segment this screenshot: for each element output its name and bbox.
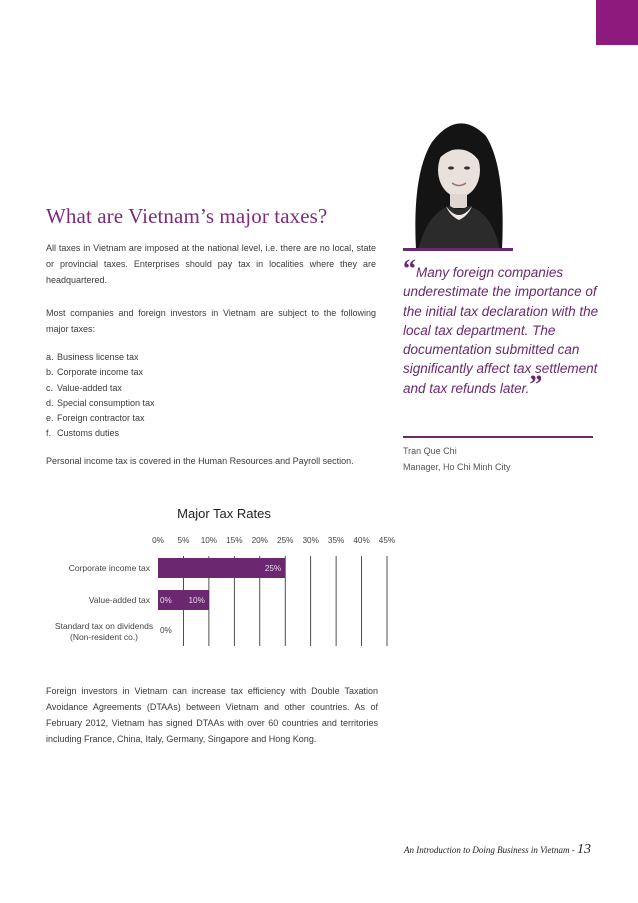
page-title: What are Vietnam’s major taxes? [46,204,328,228]
bar-label: 10% [188,596,205,605]
bar-zero-label: 0% [160,596,172,605]
category-label: Value-added tax [88,595,150,605]
x-tick-label: 30% [302,536,319,545]
bar-label: 0% [160,626,172,635]
intro-paragraph: All taxes in Vietnam are imposed at the national level, i.e. there are no local, state or provincial taxes. Enterprises should pay tax in localities where they are headquartered. [46,243,376,285]
quote-rule [403,436,593,438]
x-tick-label: 45% [378,536,396,545]
list-item: f. Customs duties [46,428,120,439]
x-tick-label: 40% [353,536,370,545]
pull-quote [403,254,599,399]
x-tick-label: 10% [200,536,218,545]
x-tick-label: 0% [152,536,164,545]
x-tick-label: 20% [251,536,268,545]
category-label: Standard tax on dividends (Non-resident co.) [54,621,154,642]
bar-label: 25% [264,564,282,573]
author-photo [402,104,514,250]
author-name: Tran Que Chi [403,446,457,456]
page-footer [404,842,591,858]
list-item: a. Business license tax [46,352,139,362]
list-item: e. Foreign contractor tax [46,413,145,424]
quote-text: Many foreign companies underestimate the importance of the initial tax declaration with the local tax department. The documentation submitted can significantly affect tax settlement and tax refunds later. [403,265,599,396]
subject-paragraph: Most companies and foreign investors in Vietnam are subject to the following major taxes: [46,308,376,334]
x-tick-label: 35% [327,536,345,545]
corner-tab [596,0,638,45]
list-item: d. Special consumption tax [46,397,155,408]
author-role: Manager, Ho Chi Minh City [403,462,511,472]
x-tick-label: 25% [277,536,294,545]
footer-text: An Introduction to Doing Business in Vietnam - [404,845,575,855]
page-number: 13 [577,842,591,857]
tax-list [46,350,155,442]
pit-note: Personal income tax is covered in the Human Resources and Payroll section. [46,456,354,466]
list-item: b. Corporate income tax [46,367,144,378]
tax-rates-chart [0,500,638,660]
photo-rule [403,248,513,251]
list-item: c. Value-added tax [46,382,122,393]
chart-title: Major Tax Rates [177,506,271,521]
x-tick-label: 15% [226,536,243,545]
dtaa-paragraph: Foreign investors in Vietnam can increase tax efficiency with Double Taxation Avoidance Agreements (DTAAs) between Vietnam and other countries. As of February 2012, Vietnam has signed DTAAs with over 60 countries and territories including France, China, Italy, Germany, Singapore and Hong Kong. [46,686,378,744]
category-label: Corporate income tax [68,563,150,573]
x-tick-label: 5% [177,536,190,545]
quote-author [403,443,511,475]
close-quote-mark: ” [529,369,543,399]
open-quote-mark: “ [403,254,416,283]
